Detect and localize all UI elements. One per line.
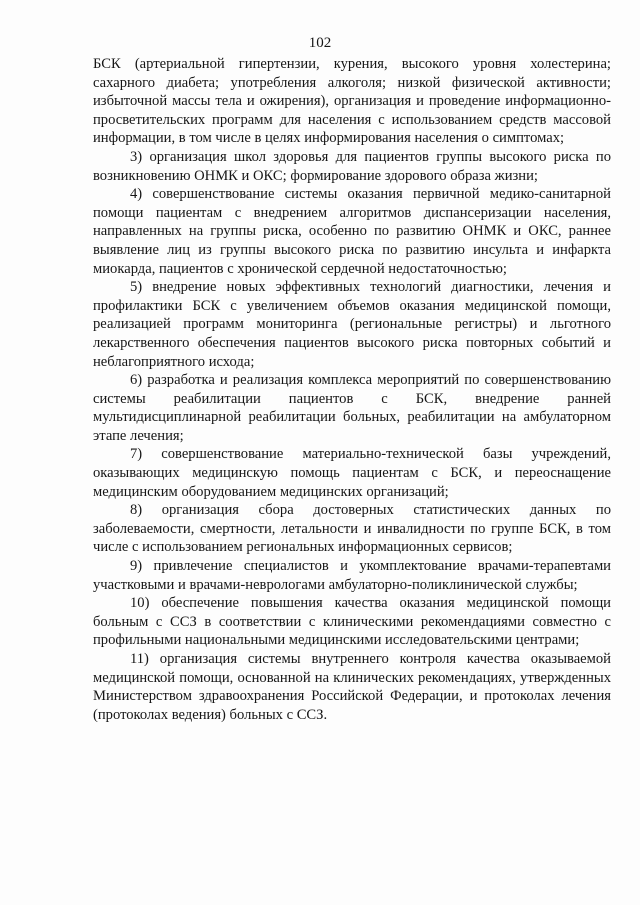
paragraph-item-10: 10) обеспечение повышения качества оказания медицинской помощи больным с ССЗ в соответствии с клиническими рекомендациями совместно с профильными национальными медицинскими исследовательскими центрами; [93, 595, 611, 649]
paragraph-item-11: 11) организация системы внутреннего контроля качества оказываемой медицинской помощи, основанной на клинических рекомендациях, утвержденных Министерством здравоохранения Российской Федерации, и протоколах лечения (протоколах ведения) больных с ССЗ. [93, 651, 611, 723]
paragraph-item-8: 8) организация сбора достоверных статистических данных по заболеваемости, смертности, летальности и инвалидности по группе БСК, в том числе с использованием региональных информационных сервисов; [93, 502, 611, 556]
page-number: 102 [308, 35, 332, 51]
paragraph-item-4: 4) совершенствование системы оказания первичной медико-санитарной помощи пациентам с внедрением алгоритмов диспансеризации населения, направленных на группы риска, особенно по развитию ОНМК и ОКС, раннее выявление лиц из группы высокого риска по развитию инсульта и инфаркта миокарда, пациентов с хронической сердечной недостаточностью; [93, 186, 611, 277]
paragraph-item-6: 6) разработка и реализация комплекса мероприятий по совершенствованию системы реабилитации пациентов с БСК, внедрение ранней мультидисциплинарной реабилитации больных, реабилитации на амбулаторном этапе лечения; [93, 372, 611, 444]
paragraph-item-9: 9) привлечение специалистов и укомплектование врачами-терапевтами участковыми и врачами-неврологами амбулаторно-поликлинической службы; [93, 558, 611, 593]
paragraph-item-7: 7) совершенствование материально-технической базы учреждений, оказывающих медицинскую помощь пациентам с БСК, и переоснащение медицинским оборудованием медицинских организаций; [93, 446, 611, 500]
paragraph-continuation: БСК (артериальной гипертензии, курения, высокого уровня холестерина; сахарного диабета; употребления алкоголя; низкой физической активности; избыточной массы тела и ожирения), организация и проведение информационно-просветительских программ для населения с использованием средств массовой информации, в том числе в целях информирования населения о симптомах; [93, 56, 611, 147]
paragraph-item-5: 5) внедрение новых эффективных технологий диагностики, лечения и профилактики БСК с увеличением объемов оказания медицинской помощи, реализацией программ мониторинга (региональные регистры) и льготного лекарственного обеспечения пациентов высокого риска повторных событий и неблагоприятного исхода; [93, 279, 611, 370]
body-text [93, 55, 611, 724]
paragraph-item-3: 3) организация школ здоровья для пациентов группы высокого риска по возникновению ОНМК и ОКС; формирование здорового образа жизни; [93, 148, 611, 184]
